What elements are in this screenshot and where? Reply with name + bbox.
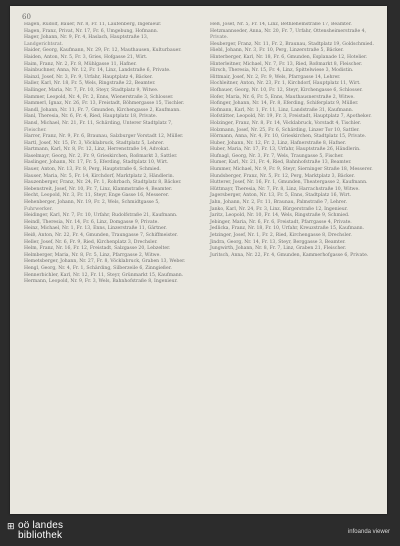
directory-entry: Hansl, Michael, Nr. 21, Fr. 11, Schärding, Unterer Stadtplatz 7, Fleischer. <box>24 120 173 133</box>
directory-entry: Hanl, Theresia, Nr. 6, Fr. 4, Ried, Hauptplatz 18, Private. <box>24 114 158 120</box>
directory-entry: Hetzmannseder, Anna, Nr. 20, Fr. 7, Urfahr, Ottensheimerstraße 4, Private. <box>210 28 367 41</box>
directory-entry: Helmberger, Maria, Nr. 8, Fr. 5, Linz, Pfarrgasse 2, Witwe. <box>24 252 161 258</box>
directory-entry: Hundsberger, Franz, Nr. 5, Fr. 12, Perg, Marktplatz 3, Bäcker. <box>210 173 355 179</box>
directory-entry: Jedlicka, Franz, Nr. 18, Fr. 10, Urfahr, Kreuzstraße 15, Kaufmann. <box>210 226 365 232</box>
directory-entry: Hochleitner, Anton, Nr. 23, Fr. 1, Kirchdorf, Hauptplatz 11, Wirt. <box>210 81 361 87</box>
directory-entry: Hauzenberger, Franz, Nr. 24, Fr. 1, Rohrbach, Stadtplatz 8, Bäcker. <box>24 180 182 186</box>
logo-mark-icon: ⊞ <box>7 522 15 532</box>
directory-entry: Huber, Johann, Nr. 12, Fr. 2, Linz, Hafnerstraße 8, Hafner. <box>210 140 347 146</box>
directory-entry: Haslinger, Johann, Nr. 17, Fr. 5, Eferding, Stadtplatz 10, Wirt. <box>24 160 169 166</box>
directory-entry: Hofbauer, Georg, Nr. 10, Fr. 12, Steyr, Kirchengasse 6, Schlosser. <box>210 87 363 93</box>
directory-entry: Heinz, Michael, Nr. 1, Fr. 13, Enns, Linzerstraße 11, Gärtner. <box>24 226 167 232</box>
directory-entry: Heller, Josef, Nr. 6, Fr. 9, Ried, Kirchenplatz 3, Drechsler. <box>24 239 158 245</box>
directory-entry: Haller, Karl, Nr. 18, Fr. 5, Wels, Ringstraße 22, Beamter. <box>24 81 156 87</box>
directory-entry: Hartmann, Karl, Nr. 8, Fr. 12, Linz, Herrenstraße 14, Advokat. <box>24 147 170 153</box>
directory-entry: Hammerl, Ignaz, Nr. 26, Fr. 13, Freistadt, Böhmergasse 15, Tischler. <box>24 101 185 107</box>
directory-entry: Hemetsberger, Johann, Nr. 27, Fr. 8, Vöcklabruck, Graben 13, Weber. <box>24 259 186 265</box>
directory-entry: Hofinger, Johann, Nr. 14, Fr. 8, Eferding, Schiferplatz 9, Müller. <box>210 101 359 107</box>
directory-entry: Heuberger, Franz, Nr. 11, Fr. 2, Braunau, Stadtplatz 19, Goldschmied. <box>210 41 374 47</box>
directory-entry: Jindra, Georg, Nr. 14, Fr. 13, Steyr, Berggasse 3, Beamter. <box>210 239 346 245</box>
directory-entry: Heß, Josef, Nr. 5, Fr. 14, Linz, Bethlehemstraße 17, Beamter. <box>210 22 352 27</box>
directory-entry: Humer, Karl, Nr. 21, Fr. 4, Ried, Bahnhofstraße 13, Beamter. <box>210 160 352 166</box>
directory-entry: Huber, Maria, Nr. 17, Fr. 13, Urfahr, Hauptstraße 26, Händlerin. <box>210 147 361 153</box>
directory-entry: Hofer, Maria, Nr. 6, Fr. 5, Enns, Mauthausnerstraße 2, Witwe. <box>210 94 355 100</box>
directory-entry: Hennerbichler, Karl, Nr. 12, Fr. 11, Steyr, Grünmarkt 15, Kaufmann. <box>24 272 184 278</box>
directory-entry: Hehenberger, Johann, Nr. 19, Fr. 2, Wels, Schmidtgasse 5, Fuhrwerker. <box>24 200 160 212</box>
directory-entry: Hofstätter, Leopold, Nr. 19, Fr. 3, Freistadt, Hauptplatz 7, Apotheker. <box>210 114 372 120</box>
directory-entry: Hörmann, Anna, Nr. 4, Fr. 10, Grieskirchen, Stadtplatz 15, Private. <box>210 134 367 140</box>
directory-entry: Holzmann, Josef, Nr. 25, Fr. 6, Schärding, Linzer Tor 10, Sattler. <box>210 127 360 133</box>
left-column <box>20 22 188 508</box>
directory-entry: Hittmair, Josef, Nr. 2, Fr. 9, Wels, Pfarrgasse 14, Lehrer. <box>210 74 341 80</box>
logo-line2: bibliothek <box>18 530 63 541</box>
directory-entry: Jagersberger, Anton, Nr. 13, Fr. 5, Enns, Stadtplatz 16, Wirt. <box>210 193 352 199</box>
directory-entry: Jebinger, Maria, Nr. 6, Fr. 6, Freistadt, Pfarrgasse 4, Private. <box>210 219 352 225</box>
directory-entry: Jahn, Johann, Nr. 2, Fr. 11, Braunau, Palmstraße 7, Lehrer. <box>210 200 347 206</box>
directory-entry: Haim, Franz, Nr. 2, Fr. 8, Mühlgasse 11, Hafner. <box>24 61 137 67</box>
directory-entry: Janko, Karl, Nr. 24, Fr. 3, Linz, Bürgerstraße 12, Ingenieur. <box>210 206 348 212</box>
directory-entry: Hammer, Leopold, Nr. 4, Fr. 2, Enns, Wienerstraße 3, Schlosser. <box>24 94 174 100</box>
directory-entry: Hagen, Franz, Privat, Nr. 17, Fr. 6, Umgebung, Hofmann. <box>24 28 159 34</box>
directory-entry: Hauser, Maria, Nr. 5, Fr. 14, Kirchdorf, Marktplatz 2, Händlerin. <box>24 173 175 179</box>
directory-entry: Hartl, Josef, Nr. 15, Fr. 3, Vöcklabruck, Stadtplatz 5, Lehrer. <box>24 140 164 146</box>
directory-entry: Hinterleitner, Michael, Nr. 7, Fr. 13, Ried, Roßmarkt 8, Fleischer. <box>210 61 363 67</box>
viewer-label: infoanda viewer <box>347 529 390 535</box>
directory-entry: Hufnagl, Georg, Nr. 3, Fr. 7, Wels, Traungasse 5, Fischer. <box>210 153 344 159</box>
directory-entry: Hagen, Rudolf, Bauer, Nr. 8, Fr. 11, Laufenberg, Ingenieur. <box>24 22 162 27</box>
directory-entry: Haider, Georg, Kaufmann, Nr. 29, Fr. 12, Mauthausen, Kulturbauer. <box>24 48 182 54</box>
logo-line1: oö landes <box>18 520 64 531</box>
directory-entry: Heindl, Theresia, Nr. 14, Fr. 6, Linz, Domgasse 9, Private. <box>24 219 159 225</box>
directory-entry: Jungwirth, Johann, Nr. 8, Fr. 7, Linz, Graben 21, Fleischer. <box>210 246 347 252</box>
directory-entry: Jetzinger, Josef, Nr. 1, Fr. 2, Ried, Kirchengasse 8, Drechsler. <box>210 233 352 238</box>
directory-entry: Hüttmayr, Theresia, Nr. 7, Fr. 8, Linz, Harrachstraße 10, Witwe. <box>210 186 360 192</box>
directory-entry: Heiß, Anton, Nr. 22, Fr. 4, Gmunden, Traungasse 7, Schiffmeister. <box>24 233 178 238</box>
directory-entry: Hirsch, Theresia, Nr. 15, Fr. 4, Linz, Spittelwiese 3, Modistin. <box>210 68 354 74</box>
directory-entry: Hallinger, Maria, Nr. 7, Fr. 10, Steyr, Stadtplatz 9, Witwe. <box>24 87 159 93</box>
directory-entry: Hermann, Leopold, Nr. 9, Fr. 3, Wels, Bahnhofstraße 8, Ingenieur. <box>24 279 178 285</box>
directory-entry: Hecht, Leopold, Nr. 3, Fr. 11, Steyr, Enge Gasse 16, Messerer. <box>24 193 169 199</box>
directory-entry: Hauer, Anton, Nr. 13, Fr. 8, Perg, Hauptstraße 6, Schmied. <box>24 167 161 173</box>
directory-entry: Hofmann, Karl, Nr. 1, Fr. 11, Linz, Landstraße 31, Kaufmann. <box>210 107 354 113</box>
directory-entry: Hinterberger, Karl, Nr. 18, Fr. 6, Gmunden, Esplanade 12, Hotelier. <box>210 54 368 60</box>
directory-entry: Haselmayr, Georg, Nr. 2, Fr. 9, Grieskirchen, Roßmarkt 3, Sattler. <box>24 153 178 159</box>
directory-entry: Hainbuchner, Anna, Nr. 12, Fr. 14, Linz, Landstraße 6, Private. <box>24 68 171 74</box>
page-number: 60 <box>22 13 31 21</box>
directory-entry: Hengl, Georg, Nr. 4, Fr. 1, Schärding, Silberzeile 6, Zinngießer. <box>24 265 172 271</box>
library-logo[interactable] <box>8 521 63 541</box>
directory-entry: Heidinger, Karl, Nr. 7, Fr. 10, Urfahr, Rudolfstraße 21, Kaufmann. <box>24 213 178 219</box>
directory-entry: Handl, Johann, Nr. 11, Fr. 7, Gmunden, Kirchengasse 2, Kaufmann. <box>24 107 181 113</box>
directory-entry: Helm, Franz, Nr. 16, Fr. 12, Freistadt, Salzgasse 20, Lebzelter. <box>24 246 171 252</box>
directory-entry: Jaritz, Leopold, Nr. 10, Fr. 14, Wels, Ringstraße 9, Schmied. <box>210 213 350 219</box>
directory-entry: Hummer, Michael, Nr. 9, Fr. 9, Steyr, Sierninger Straße 18, Messerer. <box>210 167 373 173</box>
directory-entry: Hebenstreit, Josef, Nr. 10, Fr. 7, Linz, Klammstraße 4, Beamter. <box>24 186 173 192</box>
directory-entry: Holzinger, Franz, Nr. 8, Fr. 14, Vöcklabruck, Vorstadt 4, Tischler. <box>210 120 362 126</box>
directory-entry: Haiden, Anton, Nr. 5, Fr. 3, Gries, Hofgasse 21, Wirt. <box>24 54 148 60</box>
directory-entry: Hager, Johann, Nr. 9, Fr. 4, Haslach, Hauptstraße 13, Landgerichtsrat. <box>24 35 149 47</box>
directory-entry: Hutterer, Josef, Nr. 16, Fr. 1, Gmunden, Theatergasse 2, Kaufmann. <box>210 180 368 186</box>
scanned-page <box>10 6 387 514</box>
directory-entry: Harrer, Franz, Nr. 9, Fr. 6, Braunau, Salzburger Vorstadt 12, Müller. <box>24 134 184 140</box>
directory-entry: Hainzl, Josef, Nr. 3, Fr. 9, Urfahr, Hauptplatz 4, Bäcker. <box>24 74 153 80</box>
right-column <box>206 22 374 508</box>
directory-entry: Juritsch, Anna, Nr. 22, Fr. 4, Gmunden, Kammerhofgasse 6, Private. <box>210 252 369 258</box>
directory-entry: Hiebl, Johann, Nr. 3, Fr. 10, Perg, Linzerstraße 5, Bäcker. <box>210 48 344 54</box>
